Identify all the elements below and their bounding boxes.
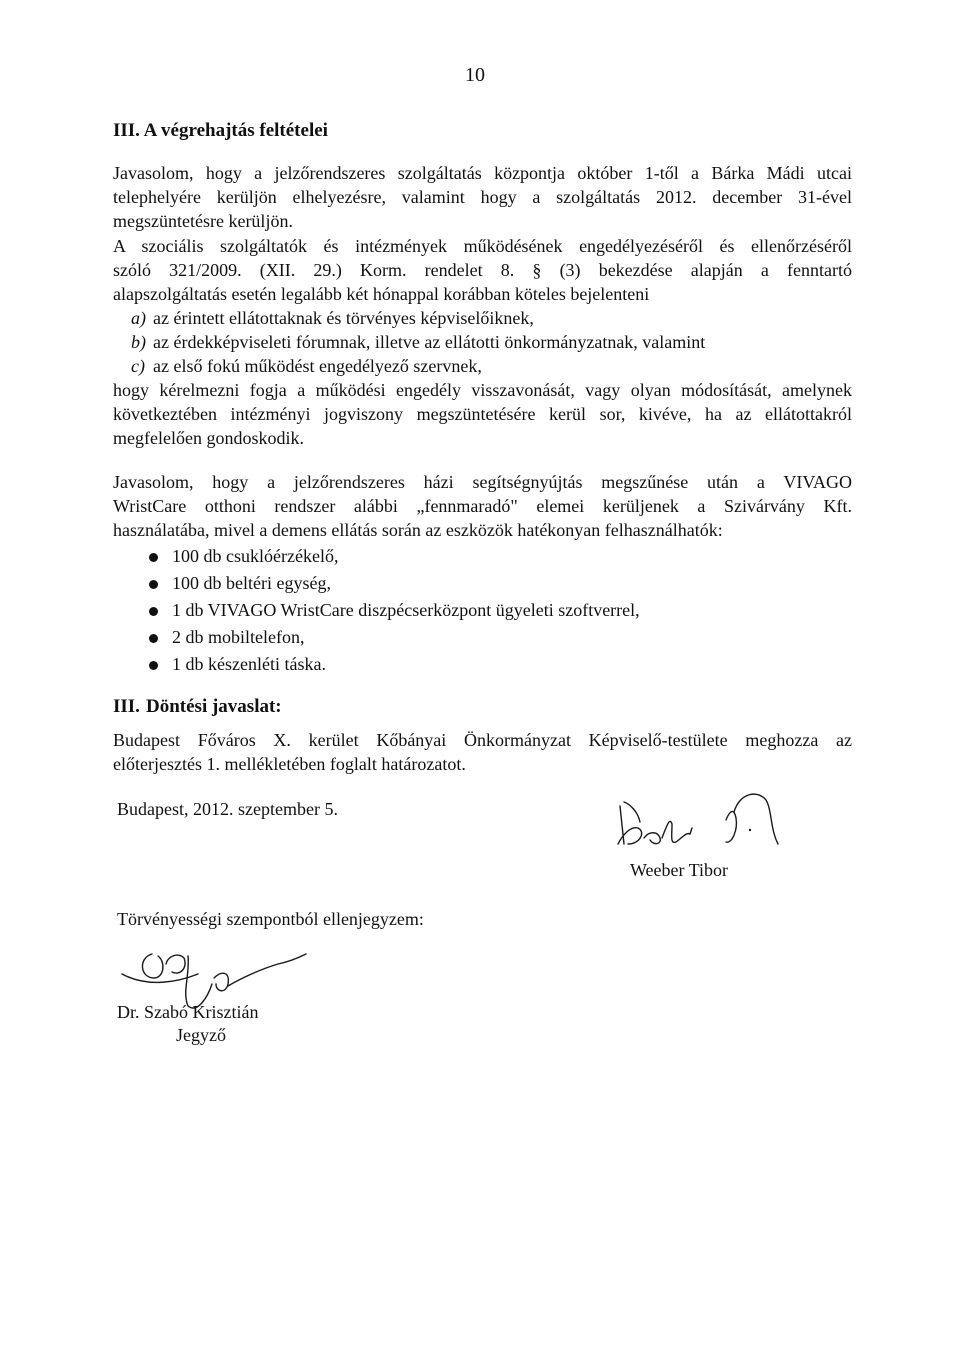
signer-2-title: Jegyző bbox=[176, 1025, 226, 1045]
bullet-item-3: 1 db VIVAGO WristCare diszpécserközpont ügyeleti szoftverrel, bbox=[172, 600, 640, 620]
list-item-marker-a: a) bbox=[131, 308, 146, 328]
list-item-marker-b: b) bbox=[131, 332, 146, 352]
page-number: 10 bbox=[465, 64, 485, 86]
para2-line-3: alapszolgáltatás esetén legalább két hónappal korábban köteles bejelenteni bbox=[113, 284, 650, 304]
para4-line-1: Budapest Főváros X. kerület Kőbányai Önkormányzat Képviselő-testülete meghozza az bbox=[113, 730, 852, 750]
para3-line-1: Javasolom, hogy a jelzőrendszeres házi segítségnyújtás megszűnése után a VIVAGO bbox=[113, 472, 852, 492]
bullet-dot bbox=[149, 634, 158, 643]
bullet-dot bbox=[149, 580, 158, 589]
section-heading-execution-conditions: III. A végrehajtás feltételei bbox=[113, 120, 328, 141]
date-line: Budapest, 2012. szeptember 5. bbox=[117, 799, 338, 819]
para4-line-2: előterjesztés 1. mellékletében foglalt határozatot. bbox=[113, 754, 466, 774]
para1-line-2: telephelyére kerüljön elhelyezésre, valamint hogy a szolgáltatás 2012. december 31-ével bbox=[113, 187, 852, 207]
bullet-item-5: 1 db készenléti táska. bbox=[172, 654, 326, 674]
para1-line-3: megszüntetésre kerüljön. bbox=[113, 211, 293, 231]
list-item-text-b: az érdekképviseleti fórumnak, illetve az ellátotti önkormányzatnak, valamint bbox=[153, 332, 706, 352]
bullet-item-1: 100 db csuklóérzékelő, bbox=[172, 546, 339, 566]
bullet-dot bbox=[149, 607, 158, 616]
para1-line-1: Javasolom, hogy a jelzőrendszeres szolgáltatás központja október 1-től a Bárka Mádi utcai bbox=[113, 163, 852, 183]
para2-tail-line-2: következtében intézményi jogviszony megszüntetésére kerül sor, kivéve, ha az ellátottakról bbox=[113, 404, 852, 424]
para2-line-1: A szociális szolgáltatók és intézmények működésének engedélyezéséről és ellenőrzéséről bbox=[113, 236, 852, 256]
section-heading-decision-prefix: III. bbox=[113, 696, 140, 717]
para2-line-2: szóló 321/2009. (XII. 29.) Korm. rendelet 8. § (3) bekezdése alapján a fenntartó bbox=[113, 260, 852, 280]
handwritten-signature-weeber bbox=[610, 782, 790, 862]
bullet-item-2: 100 db beltéri egység, bbox=[172, 573, 331, 593]
section-heading-decision: Döntési javaslat: bbox=[146, 696, 282, 717]
signer-2-name: Dr. Szabó Krisztián bbox=[117, 1002, 259, 1022]
para2-tail-line-3: megfelelően gondoskodik. bbox=[113, 428, 304, 448]
bullet-dot bbox=[149, 661, 158, 670]
para2-tail-line-1: hogy kérelmezni fogja a működési engedély visszavonását, vagy olyan módosítását, amelynek bbox=[113, 380, 852, 400]
signer-1-name: Weeber Tibor bbox=[630, 860, 729, 880]
bullet-dot bbox=[149, 553, 158, 562]
list-item-marker-c: c) bbox=[131, 356, 145, 376]
list-item-text-c: az első fokú működést engedélyező szervnek, bbox=[153, 356, 482, 376]
countersign-label: Törvényességi szempontból ellenjegyzem: bbox=[117, 909, 424, 929]
para3-line-2: WristCare otthoni rendszer alábbi „fennmaradó" elemei kerüljenek a Szivárvány Kft. bbox=[113, 496, 852, 516]
bullet-item-4: 2 db mobiltelefon, bbox=[172, 627, 305, 647]
list-item-text-a: az érintett ellátottaknak és törvényes képviselőiknek, bbox=[153, 308, 534, 328]
para3-line-3: használatába, mivel a demens ellátás során az eszközök hatékonyan felhasználhatók: bbox=[113, 520, 723, 540]
